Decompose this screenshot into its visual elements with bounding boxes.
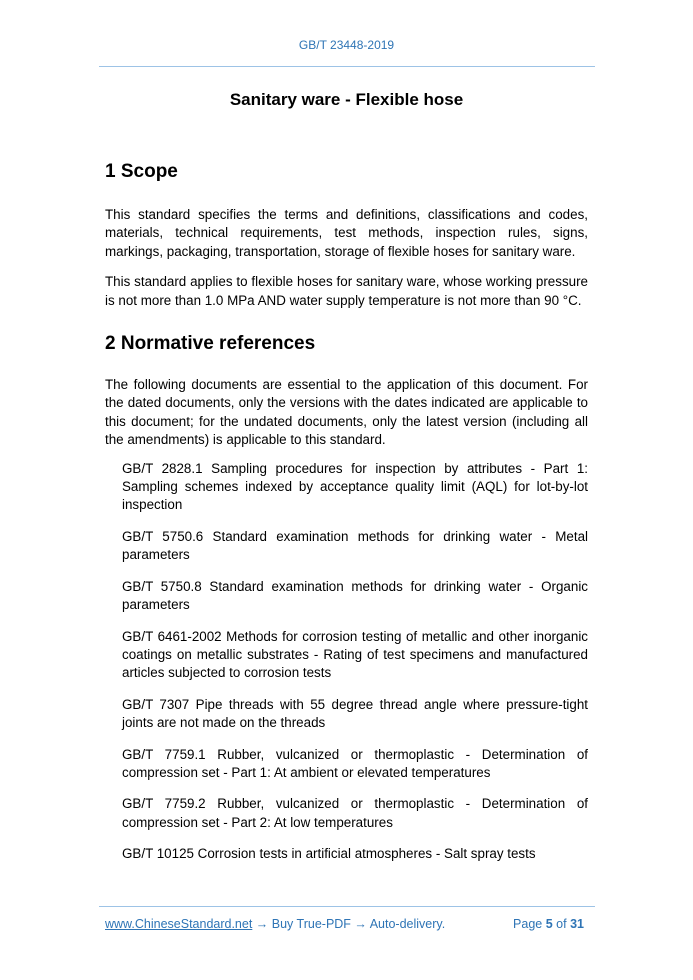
page-current: 5 [545, 917, 553, 931]
references-intro: The following documents are essential to the application of this document. For the dated documents, only the versions with the dates indicated are applicable to this document; for the undated documents, only the latest version (including all the amendments) is applicable to this standard. [105, 377, 588, 448]
reference-item: GB/T 10125 Corrosion tests in artificial atmospheres - Salt spray tests [122, 846, 536, 862]
header-divider [99, 66, 595, 67]
reference-item: GB/T 2828.1 Sampling procedures for inspection by attributes - Part 1: Sampling schemes indexed by acceptance quality limit (AQL) for lot-by-lot inspection [122, 460, 588, 513]
reference-item: GB/T 7759.2 Rubber, vulcanized or thermoplastic - Determination of compression set - Part 2: At low temperatures [122, 796, 588, 830]
page-footer [105, 917, 588, 931]
footer-tagline: → Buy True-PDF → Auto-delivery. [252, 917, 446, 931]
reference-item: GB/T 6461-2002 Methods for corrosion testing of metallic and other inorganic coatings on metallic substrates - Rating of test specimens and manufactured articles subjected to corrosion tests [122, 628, 588, 681]
website-link[interactable]: www.ChineseStandard.net [105, 917, 253, 931]
reference-item: GB/T 5750.6 Standard examination methods for drinking water - Metal parameters [122, 528, 588, 563]
scope-paragraph: This standard applies to flexible hoses for sanitary ware, whose working pressure is not more than 1.0 MPa AND water supply temperature is not more than 90 °C. [105, 274, 588, 308]
document-title: Sanitary ware - Flexible hose [229, 90, 464, 109]
document-body [105, 160, 588, 877]
section-heading-normative-references: 2 Normative references [105, 333, 316, 355]
section-heading-scope: 1 Scope [105, 161, 178, 182]
page-of: of [556, 917, 567, 931]
footer-divider [99, 906, 595, 907]
page-total: 31 [570, 917, 584, 931]
reference-item: GB/T 5750.8 Standard examination methods for drinking water - Organic parameters [122, 578, 588, 613]
reference-item: GB/T 7759.1 Rubber, vulcanized or thermoplastic - Determination of compression set - Part 1: At ambient or elevated temperatures [122, 746, 588, 780]
page-label: Page [513, 917, 543, 931]
reference-list [105, 460, 588, 864]
scope-paragraph: This standard specifies the terms and definitions, classifications and codes, materials, technical requirements, test methods, inspection rules, signs, markings, packaging, transportation, storage of flexible hoses for sanitary ware. [105, 207, 588, 259]
reference-item: GB/T 7307 Pipe threads with 55 degree thread angle where pressure-tight joints are not made on the threads [122, 696, 588, 731]
page-number [513, 917, 584, 931]
running-header: GB/T 23448-2019 [298, 38, 395, 52]
